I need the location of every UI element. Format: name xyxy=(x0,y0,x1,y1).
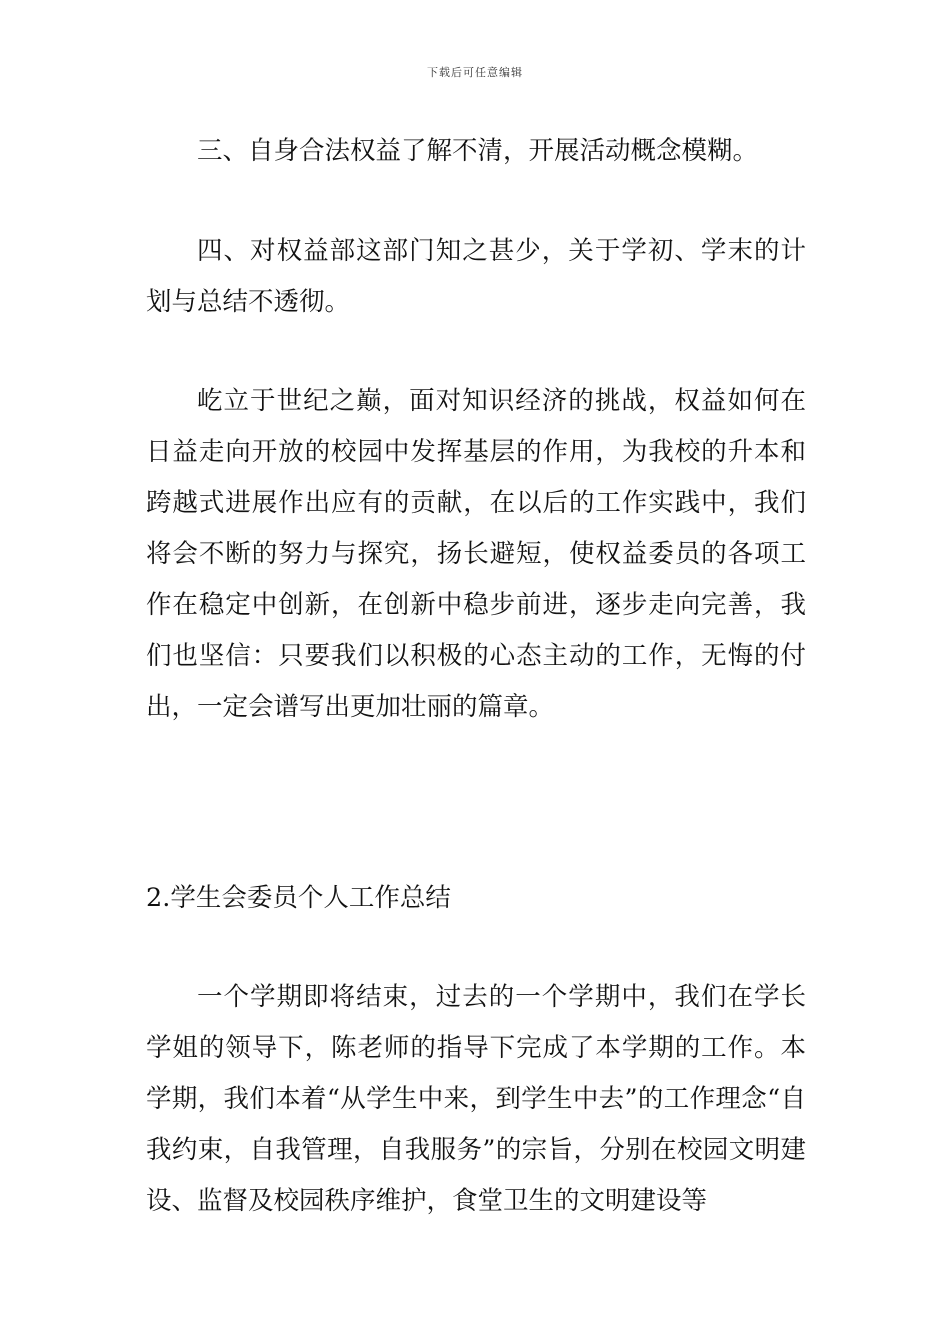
paragraph-point-three: 三、自身合法权益了解不清，开展活动概念模糊。 xyxy=(197,136,759,166)
paragraph-conclusion: 屹立于世纪之巅，面对知识经济的挑战，权益如何在日益走向开放的校园中发挥基层的作用，为我校的升本和跨越式进展作出应有的贡献，在以后的工作实践中，我们将会不断的努力与探究，扬长避短，使权益委员的各项工作在稳定中创新，在创新中稳步前进，逐步走向完善，我们也坚信：只要我们以积极的心态主动的工作，无悔的付出，一定会谱写出更加壮丽的篇章。 xyxy=(146,386,806,722)
section-paragraph: 一个学期即将结束，过去的一个学期中，我们在学长学姐的领导下，陈老师的指导下完成了本学期的工作。本学期，我们本着“从学生中来，到学生中去”的工作理念“自我约束，自我管理，自我服务”的宗旨，分别在校园文明建设、监督及校园秩序维护，食堂卫生的文明建设等 xyxy=(146,982,806,1216)
paragraph-point-four: 四、对权益部这部门知之甚少，关于学初、学末的计划与总结不透彻。 xyxy=(146,236,806,317)
section-title: 2.学生会委员个人工作总结 xyxy=(146,883,451,913)
header-note: 下载后可任意编辑 xyxy=(427,66,523,79)
